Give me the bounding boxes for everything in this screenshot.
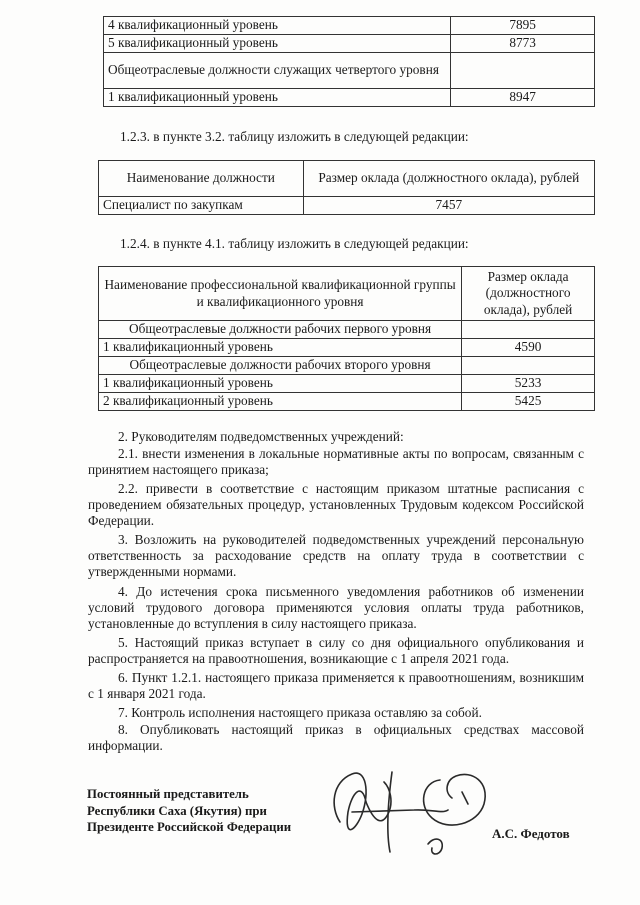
table-cell-value: 8773 bbox=[451, 35, 595, 53]
table-cell-label: 1 квалификационный уровень bbox=[99, 375, 462, 393]
table-cell-value: 7457 bbox=[303, 197, 594, 215]
signatory-title bbox=[87, 786, 291, 836]
table-cell-value: 7895 bbox=[451, 17, 595, 35]
paragraph-2: 2. Руководителям подведомственных учреждений: bbox=[118, 429, 404, 444]
paragraph-3: 3. Возложить на руководителей подведомственных учреждений персональную ответственность за расходование средств на оплату труда в соответствии с утвержденными нормами. bbox=[88, 532, 584, 580]
table-row bbox=[99, 321, 595, 339]
table-workers bbox=[98, 266, 595, 411]
signatory-title-line: Республики Саха (Якутия) при bbox=[87, 803, 267, 818]
table-row bbox=[104, 89, 595, 107]
table-row bbox=[104, 17, 595, 35]
table-header-cell: Наименование профессиональной квалификационной группы и квалификационного уровня bbox=[99, 267, 462, 321]
table-cell-value: 4590 bbox=[462, 339, 595, 357]
paragraph-1-2-3: 1.2.3. в пункте 3.2. таблицу изложить в следующей редакции: bbox=[120, 129, 469, 144]
table-cell-label: 1 квалификационный уровень bbox=[104, 89, 451, 107]
paragraph-6: 6. Пункт 1.2.1. настоящего приказа применяется к правоотношениям, возникшим с 1 января 2021 года. bbox=[88, 670, 584, 702]
table-row bbox=[104, 53, 595, 89]
table-cell-label: 4 квалификационный уровень bbox=[104, 17, 451, 35]
paragraph-4: 4. До истечения срока письменного уведомления работников об изменении условий трудового договора применяются условия оплаты труда работников, установленные до вступления в силу настоящего приказа. bbox=[88, 584, 584, 632]
paragraph-7: 7. Контроль исполнения настоящего приказа оставляю за собой. bbox=[118, 705, 482, 720]
table-header-cell: Размер оклада (должностного оклада), рублей bbox=[303, 161, 594, 197]
table-cell-value bbox=[451, 53, 595, 89]
signatory-title-line: Президенте Российской Федерации bbox=[87, 820, 292, 835]
table-row bbox=[99, 375, 595, 393]
paragraph-8: 8. Опубликовать настоящий приказ в официальных средствах массовой информации. bbox=[88, 722, 584, 754]
paragraph-2-2: 2.2. привести в соответствие с настоящим приказом штатные расписания с проведением обязательных процедур, установленных Трудовым кодексом Российской Федерации. bbox=[88, 481, 584, 529]
handwritten-signature bbox=[322, 752, 512, 862]
table-cell-value bbox=[462, 321, 595, 339]
table-cell-value: 5425 bbox=[462, 393, 595, 411]
table-cell-label: 5 квалификационный уровень bbox=[104, 35, 451, 53]
table-cell-label: 1 квалификационный уровень bbox=[99, 339, 462, 357]
table-cell-label: Общеотраслевые должности служащих четвертого уровня bbox=[104, 53, 451, 89]
paragraph-5: 5. Настоящий приказ вступает в силу со дня официального опубликования и распространяется на правоотношения, возникающие с 1 апреля 2021 года. bbox=[88, 635, 584, 667]
table-salaries-continued bbox=[103, 16, 595, 107]
table-cell-value: 8947 bbox=[451, 89, 595, 107]
table-header-cell: Наименование должности bbox=[99, 161, 304, 197]
table-row bbox=[99, 357, 595, 375]
table-group-label: Общеотраслевые должности рабочих первого уровня bbox=[99, 321, 462, 339]
signatory-name: А.С. Федотов bbox=[492, 826, 570, 841]
table-header-row bbox=[99, 267, 595, 321]
table-cell-label: Специалист по закупкам bbox=[99, 197, 304, 215]
table-cell-label: 2 квалификационный уровень bbox=[99, 393, 462, 411]
table-header-row bbox=[99, 161, 595, 197]
table-row bbox=[99, 339, 595, 357]
table-cell-value bbox=[462, 357, 595, 375]
table-header-cell: Размер оклада (должностного оклада), рублей bbox=[462, 267, 595, 321]
table-row bbox=[99, 197, 595, 215]
table-group-label: Общеотраслевые должности рабочих второго уровня bbox=[99, 357, 462, 375]
table-cell-value: 5233 bbox=[462, 375, 595, 393]
table-procurement bbox=[98, 160, 595, 215]
paragraph-2-1: 2.1. внести изменения в локальные нормативные акты по вопросам, связанным с принятием настоящего приказа; bbox=[88, 446, 584, 478]
paragraph-1-2-4: 1.2.4. в пункте 4.1. таблицу изложить в следующей редакции: bbox=[120, 236, 469, 251]
table-row bbox=[99, 393, 595, 411]
table-row bbox=[104, 35, 595, 53]
signatory-title-line: Постоянный представитель bbox=[87, 787, 249, 801]
